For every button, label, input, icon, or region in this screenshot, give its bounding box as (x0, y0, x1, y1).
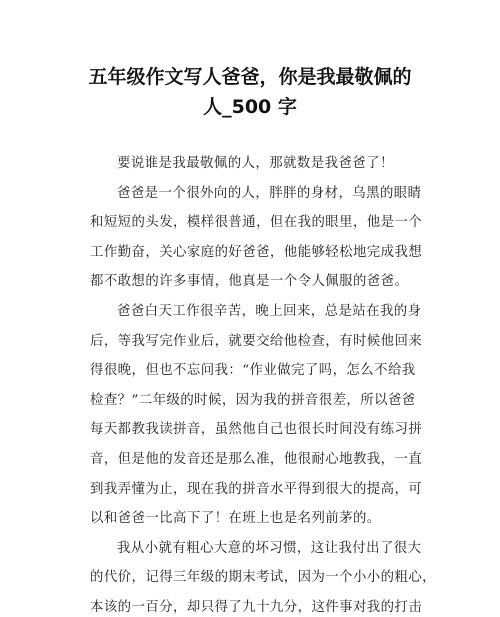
paragraph-2-line-1: 爸爸是一个很外向的人，胖胖的身材，乌黑的眼睛 (117, 185, 422, 201)
paragraph-1-line-1: 要说谁是我最敬佩的人，那就数是我爸爸了！ (117, 156, 394, 171)
paragraph-2-line-2: 和短短的头发，模样很普通，但在我的眼里，他是一个 (90, 215, 423, 231)
paragraph-3-line-2: 后，等我写完作业后，就要交给他检查，有时候他回来 (90, 333, 423, 349)
paragraph-4-line-3: 本该的一百分，却只得了九十九分，这件事对我的打击 (90, 600, 423, 615)
title-line-2: 人_500 字 (203, 96, 297, 118)
paragraph-3-line-3: 得很晚，但也不忘问我：“作业做完了吗，怎么不给我 (90, 363, 416, 379)
paragraph-3-line-8: 以和爸爸一比高下了！在班上也是名列前茅的。 (90, 511, 381, 527)
paragraph-4-line-1: 我从小就有粗心大意的坏习惯，这让我付出了很大 (117, 540, 422, 556)
article-title (40, 62, 460, 122)
title-line-1: 五年级作文写人爸爸，你是我最敬佩的 (88, 66, 412, 88)
paragraph-3-line-6: 音，但是他的发音还是那么准，他很耐心地教我，一直 (90, 452, 423, 467)
paragraph-3-line-5: 每天都教我读拼音，虽然他自己也很长时间没有练习拼 (90, 422, 423, 438)
paragraph-3-line-4: 检查？”二年级的时候，因为我的拼音很差，所以爸爸 (90, 392, 416, 408)
paragraph-2-line-4: 都不敢想的许多事情，他真是一个令人佩服的爸爸。 (90, 274, 409, 290)
paragraph-2-line-3: 工作勤奋，关心家庭的好爸爸，他能够轻松地完成我想 (90, 244, 423, 260)
paragraph-3-line-7: 到我弄懂为止，现在我的拼音水平得到很大的提高，可 (90, 481, 423, 497)
paragraph-4-line-2: 的代价，记得三年级的期末考试，因为一个小小的粗心， (90, 570, 437, 586)
paragraph-3-line-1: 爸爸白天工作很辛苦，晚上回来，总是站在我的身 (117, 304, 422, 319)
